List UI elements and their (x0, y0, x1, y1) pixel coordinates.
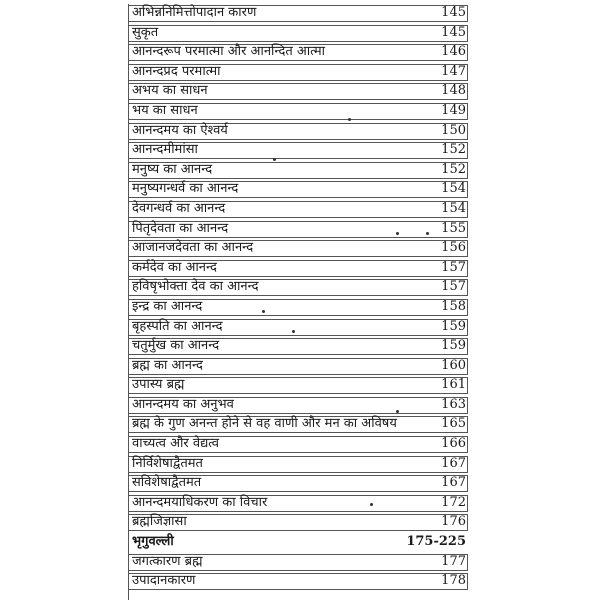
entry-page-number: 155 (441, 220, 466, 236)
entry-title: भय का साधन (132, 102, 198, 118)
entry-page-number: 158 (441, 298, 466, 314)
entry-page-number: 154 (441, 181, 466, 197)
toc-entry (128, 375, 472, 395)
toc-entry (128, 493, 472, 513)
entry-title: आजानजदेवता का आनन्द (132, 240, 254, 256)
entry-page-number: 156 (441, 240, 466, 256)
toc-entry (128, 414, 472, 434)
entry-title: चतुर्मुख का आनन्द (132, 338, 220, 354)
print-speck (262, 310, 265, 313)
entry-title: सविशेषाद्वैतमत (132, 475, 202, 491)
toc-entry (128, 179, 472, 199)
toc-entry (128, 81, 472, 101)
toc-entry (128, 512, 472, 532)
entry-title: बृहस्पति का आनन्द (132, 318, 223, 334)
entry-page-number: 149 (441, 102, 466, 118)
entry-title: वाच्यत्व और वेद्यत्व (132, 436, 219, 452)
toc-entry (128, 356, 472, 376)
toc-entry (128, 552, 472, 572)
toc-entry (128, 101, 472, 121)
entry-title: आनन्दरूप परमात्मा और आनन्दित आत्मा (132, 44, 325, 60)
entry-title: आनन्दप्रद परमात्मा (132, 63, 221, 79)
toc-entry (128, 238, 472, 258)
entry-page-number: 150 (441, 122, 466, 138)
toc-entry (128, 258, 472, 278)
entry-title: आनन्दमीमांसा (132, 142, 198, 158)
entry-title: आनन्दमय का ऐश्वर्य (132, 122, 228, 138)
entry-page-number: 167 (441, 475, 466, 491)
entry-title: ब्रह्मजिज्ञासा (132, 514, 187, 530)
entry-title: अभय का साधन (132, 83, 208, 99)
entry-page-number: 157 (441, 279, 466, 295)
toc-entry (128, 3, 472, 23)
entry-page-number: 160 (441, 357, 466, 373)
print-speck (370, 503, 373, 506)
print-speck (292, 330, 295, 333)
section-page-range: 175-225 (406, 534, 466, 550)
entry-title: ब्रह्म का आनन्द (132, 357, 203, 373)
toc-entry (128, 160, 472, 180)
entry-title: मनुष्यगन्धर्व का आनन्द (132, 181, 239, 197)
toc-entry (128, 62, 472, 82)
entry-page-number: 161 (441, 377, 466, 393)
entry-page-number: 147 (441, 63, 466, 79)
print-speck (348, 118, 351, 121)
entry-page-number: 166 (441, 436, 466, 452)
entry-page-number: 167 (441, 455, 466, 471)
toc-entry (128, 336, 472, 356)
entry-title: हविषृभोक्ता देव का आनन्द (132, 279, 259, 295)
entry-page-number: 176 (441, 514, 466, 530)
toc-entry (128, 121, 472, 141)
entry-page-number: 157 (441, 259, 466, 275)
toc-entry (128, 297, 472, 317)
toc-entry (128, 219, 472, 239)
entry-page-number: 152 (441, 142, 466, 158)
entry-title: आनन्दमय का अनुभव (132, 396, 234, 412)
entry-title: आनन्दमयाधिकरण का विचार (132, 494, 268, 510)
toc-entry (128, 277, 472, 297)
table-of-contents (128, 3, 472, 591)
toc-entry (128, 317, 472, 337)
entry-title: सुकृत (132, 24, 159, 40)
entry-title: निर्विशेषाद्वैतमत (132, 455, 203, 471)
entry-title: उपादानकारण (132, 573, 196, 589)
toc-entry (128, 454, 472, 474)
entry-page-number: 145 (441, 5, 466, 20)
toc-entry (128, 42, 472, 62)
entry-title: पितृदेवता का आनन्द (132, 220, 229, 236)
toc-entry (128, 473, 472, 493)
toc-entry (128, 571, 472, 591)
entry-page-number: 177 (441, 553, 466, 569)
entry-title: अभिन्ननिमित्तोपादान कारण (132, 5, 257, 20)
entry-title: उपास्य ब्रह्म (132, 377, 185, 393)
entry-page-number: 159 (441, 318, 466, 334)
entry-page-number: 146 (441, 44, 466, 60)
entry-page-number: 154 (441, 200, 466, 216)
print-speck (396, 410, 399, 413)
entry-title: जगत्कारण ब्रह्म (132, 553, 203, 569)
section-title: भृगुवल्ली (132, 534, 174, 550)
entry-page-number: 152 (441, 161, 466, 177)
entry-title: देवगन्धर्व का आनन्द (132, 200, 226, 216)
entry-page-number: 172 (441, 494, 466, 510)
section-heading-row (128, 532, 472, 552)
toc-entry (128, 199, 472, 219)
toc-entry (128, 434, 472, 454)
print-speck (273, 158, 276, 161)
toc-entry (128, 395, 472, 415)
entry-title: मनुष्य का आनन्द (132, 161, 213, 177)
entry-title: इन्द्र का आनन्द (132, 298, 203, 314)
entry-page-number: 163 (441, 396, 466, 412)
entry-page-number: 148 (441, 83, 466, 99)
toc-entry (128, 140, 472, 160)
print-speck (426, 232, 429, 235)
print-speck (396, 232, 399, 235)
entry-page-number: 178 (441, 573, 466, 589)
toc-entry (128, 23, 472, 43)
entry-title: ब्रह्म के गुण अनन्त होने से वह वाणी और मन का अविषय (132, 416, 397, 432)
entry-page-number: 145 (441, 24, 466, 40)
entry-title: कर्मदेव का आनन्द (132, 259, 217, 275)
entry-page-number: 165 (441, 416, 466, 432)
entry-page-number: 159 (441, 338, 466, 354)
